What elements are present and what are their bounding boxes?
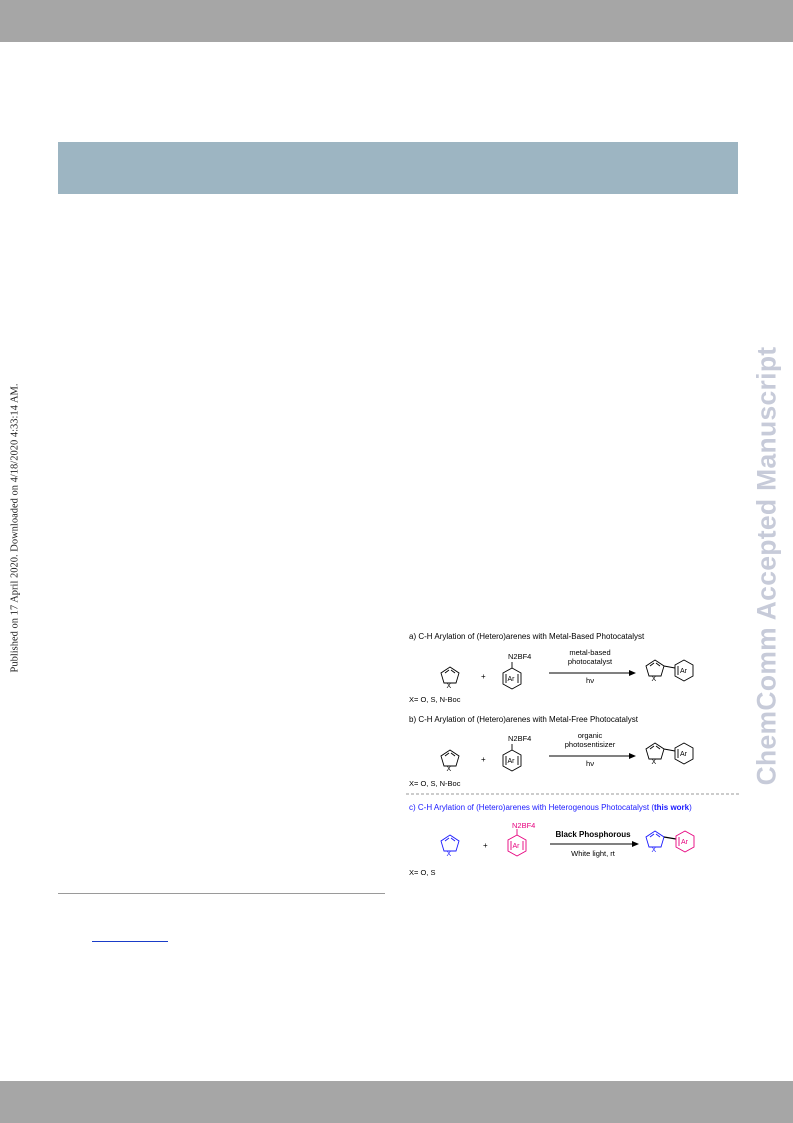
panel-a-scope: X= O, S, N-Boc (409, 695, 461, 704)
panel-b-condition-1: organic (577, 731, 603, 740)
panel-b-ar-label: Ar (507, 758, 515, 765)
panel-c-diazonium-label: N2BF4 (512, 821, 536, 830)
top-bar (0, 0, 793, 42)
panel-c-product-hetero-atom: X (651, 847, 657, 854)
panel-b-plus: + (481, 755, 486, 764)
footnote-link[interactable] (92, 941, 168, 942)
panel-b-product-hetero-atom: X (651, 759, 657, 766)
panel-a-plus: + (481, 672, 486, 681)
panel-a-condition-2: photocatalyst (567, 657, 613, 666)
panel-b-hetero-atom: X (446, 766, 452, 773)
panel-c-catalyst: Black Phosphorous (555, 830, 631, 839)
panel-a-diazonium-label: N2BF4 (508, 652, 532, 661)
panel-c-condition-below: White light, rt (571, 849, 615, 858)
panel-b-scope: X= O, S, N-Boc (409, 779, 461, 788)
panel-a-condition-below: hν (586, 676, 594, 685)
panel-b-condition-below: hν (586, 759, 594, 768)
panel-a-product-ar: Ar (680, 668, 687, 675)
panel-b-condition-2: photosentisizer (564, 740, 616, 749)
panel-c-hetero-atom: X (446, 851, 452, 858)
reaction-scheme (400, 622, 745, 898)
panel-c-ar-label: Ar (512, 843, 520, 850)
panel-a-condition-1: metal-based (569, 648, 611, 657)
panel-c-plus: + (483, 841, 488, 850)
panel-c-product-heteroarene (646, 831, 664, 847)
panel-a-caption: a) C-H Arylation of (Hetero)arenes with Metal-Based Photocatalyst (409, 632, 645, 641)
panel-c-product-bond (664, 837, 676, 839)
panel-b-diazonium-label: N2BF4 (508, 734, 532, 743)
panel-a-hetero-atom: X (446, 683, 452, 690)
panel-b-product-ar: Ar (680, 751, 687, 758)
accepted-manuscript-watermark: ChemComm Accepted Manuscript (751, 346, 782, 786)
panel-c-scope: X= O, S (409, 868, 436, 877)
bottom-bar (0, 1081, 793, 1123)
publication-note: Published on 17 April 2020. Downloaded on 4/18/2020 4:33:14 AM. (9, 383, 21, 673)
title-band (58, 142, 738, 194)
panel-c-caption: c) C-H Arylation of (Hetero)arenes with Heterogenous Photocatalyst (this work) (409, 803, 692, 812)
panel-b-caption: b) C-H Arylation of (Hetero)arenes with Metal-Free Photocatalyst (409, 715, 638, 724)
panel-b-heteroarene (441, 750, 459, 766)
panel-c-product-ar: Ar (681, 839, 688, 846)
reaction-scheme-svg (400, 622, 745, 898)
panel-a-ar-label: Ar (507, 676, 515, 683)
footnote-divider (58, 893, 385, 894)
panel-a-heteroarene (441, 667, 459, 683)
panel-c-heteroarene (441, 835, 459, 851)
panel-a-product-hetero-atom: X (651, 676, 657, 683)
